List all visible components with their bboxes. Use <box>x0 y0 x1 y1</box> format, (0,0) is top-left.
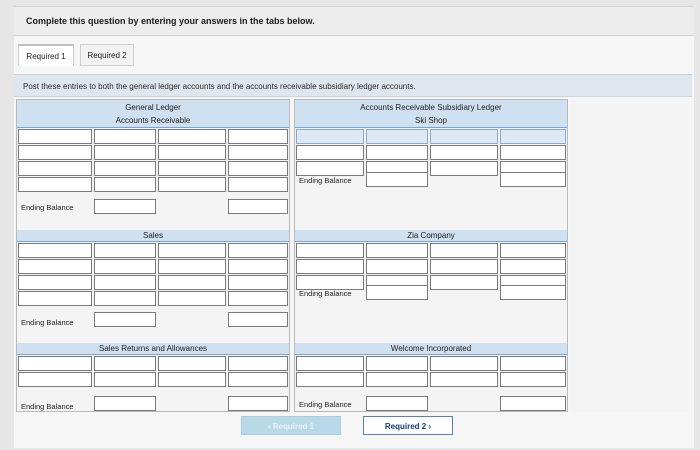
credit-cell[interactable] <box>430 372 498 387</box>
ending-balance-cell[interactable] <box>94 312 156 327</box>
question-title: Complete this question by entering your answers in the tabs below. <box>26 16 315 26</box>
credit-cell[interactable] <box>430 145 498 160</box>
debit-cell[interactable] <box>366 145 428 160</box>
ending-balance-label: Ending Balance <box>299 289 352 298</box>
date-cell[interactable] <box>18 372 92 387</box>
amount-cell[interactable] <box>228 145 288 160</box>
date-cell[interactable] <box>296 145 364 160</box>
instructions-text: Post these entries to both the general ledger accounts and the accounts receivable subsidiary ledger accounts. <box>23 82 416 91</box>
amount-cell[interactable] <box>500 356 566 371</box>
subsidiary-ledger-panel <box>294 99 568 412</box>
ending-balance-label: Ending Balance <box>21 318 74 327</box>
debit-cell[interactable] <box>366 129 428 144</box>
credit-cell[interactable] <box>430 243 498 258</box>
date-cell[interactable] <box>18 275 92 290</box>
general-ledger-panel <box>16 99 290 412</box>
debit-cell[interactable] <box>94 243 156 258</box>
credit-cell[interactable] <box>430 275 498 290</box>
tab-required-1[interactable]: Required 1 <box>18 44 74 66</box>
date-cell[interactable] <box>18 259 92 274</box>
date-cell[interactable] <box>18 356 92 371</box>
amount-cell[interactable] <box>500 145 566 160</box>
next-tab-button[interactable]: Required 2 › <box>363 416 453 435</box>
date-cell[interactable] <box>296 372 364 387</box>
question-header <box>14 6 694 36</box>
tab-required-2[interactable]: Required 2 <box>80 44 134 66</box>
right-margin-area <box>570 99 689 412</box>
date-cell[interactable] <box>18 161 92 176</box>
date-cell[interactable] <box>18 291 92 306</box>
general-ledger-title: General Ledger <box>125 103 181 112</box>
debit-cell[interactable] <box>94 259 156 274</box>
amount-cell[interactable] <box>500 259 566 274</box>
ending-balance-cell[interactable] <box>500 285 566 300</box>
ending-balance-cell[interactable] <box>228 199 288 214</box>
credit-cell[interactable] <box>158 243 226 258</box>
date-cell[interactable] <box>18 243 92 258</box>
debit-cell[interactable] <box>94 177 156 192</box>
account-name-sales: Sales <box>142 231 163 240</box>
date-cell[interactable] <box>296 129 364 144</box>
account-header-sales <box>17 230 289 242</box>
date-cell[interactable] <box>296 259 364 274</box>
credit-cell[interactable] <box>158 291 226 306</box>
debit-cell[interactable] <box>94 372 156 387</box>
amount-cell[interactable] <box>500 129 566 144</box>
ending-balance-cell[interactable] <box>94 199 156 214</box>
credit-cell[interactable] <box>158 145 226 160</box>
amount-cell[interactable] <box>228 161 288 176</box>
account-header-zia-company <box>295 230 567 242</box>
credit-cell[interactable] <box>158 259 226 274</box>
amount-cell[interactable] <box>228 356 288 371</box>
ending-balance-cell[interactable] <box>366 172 428 187</box>
credit-cell[interactable] <box>158 129 226 144</box>
account-name-ski-shop: Ski Shop <box>414 116 448 125</box>
amount-cell[interactable] <box>500 372 566 387</box>
account-name-welcome-incorporated: Welcome Incorporated <box>390 344 472 353</box>
credit-cell[interactable] <box>158 356 226 371</box>
previous-tab-button[interactable]: ‹ Required 1 <box>241 416 341 435</box>
amount-cell[interactable] <box>228 291 288 306</box>
debit-cell[interactable] <box>366 243 428 258</box>
account-name-accounts-receivable: Accounts Receivable <box>115 116 191 125</box>
debit-cell[interactable] <box>94 145 156 160</box>
credit-cell[interactable] <box>158 275 226 290</box>
credit-cell[interactable] <box>158 372 226 387</box>
amount-cell[interactable] <box>228 129 288 144</box>
account-header-sales-returns <box>17 343 289 355</box>
amount-cell[interactable] <box>228 259 288 274</box>
ending-balance-cell[interactable] <box>500 396 566 411</box>
ending-balance-label: Ending Balance <box>299 400 352 409</box>
ending-balance-cell[interactable] <box>366 396 428 411</box>
debit-cell[interactable] <box>94 291 156 306</box>
amount-cell[interactable] <box>228 177 288 192</box>
debit-cell[interactable] <box>366 356 428 371</box>
ending-balance-cell[interactable] <box>228 396 288 411</box>
ending-balance-cell[interactable] <box>500 172 566 187</box>
debit-cell[interactable] <box>366 372 428 387</box>
ending-balance-cell[interactable] <box>228 312 288 327</box>
credit-cell[interactable] <box>430 259 498 274</box>
date-cell[interactable] <box>296 356 364 371</box>
debit-cell[interactable] <box>94 161 156 176</box>
date-cell[interactable] <box>296 161 364 176</box>
debit-cell[interactable] <box>94 129 156 144</box>
subsidiary-ledger-header <box>295 100 567 128</box>
ending-balance-label: Ending Balance <box>299 176 352 185</box>
amount-cell[interactable] <box>228 275 288 290</box>
credit-cell[interactable] <box>430 129 498 144</box>
date-cell[interactable] <box>18 177 92 192</box>
credit-cell[interactable] <box>430 356 498 371</box>
account-name-sales-returns: Sales Returns and Allowances <box>98 344 208 353</box>
subsidiary-ledger-title: Accounts Receivable Subsidiary Ledger <box>360 103 502 112</box>
date-cell[interactable] <box>296 275 364 290</box>
instructions-bar <box>14 74 692 97</box>
ending-balance-label: Ending Balance <box>21 203 74 212</box>
credit-cell[interactable] <box>158 161 226 176</box>
amount-cell[interactable] <box>228 243 288 258</box>
credit-cell[interactable] <box>158 177 226 192</box>
date-cell[interactable] <box>296 243 364 258</box>
date-cell[interactable] <box>18 145 92 160</box>
account-name-zia-company: Zia Company <box>407 231 455 240</box>
credit-cell[interactable] <box>430 161 498 176</box>
date-cell[interactable] <box>18 129 92 144</box>
amount-cell[interactable] <box>228 372 288 387</box>
general-ledger-header <box>17 100 289 128</box>
debit-cell[interactable] <box>94 275 156 290</box>
debit-cell[interactable] <box>94 356 156 371</box>
account-header-welcome-incorporated <box>295 343 567 355</box>
ending-balance-label: Ending Balance <box>21 402 74 411</box>
ending-balance-cell[interactable] <box>94 396 156 411</box>
amount-cell[interactable] <box>500 243 566 258</box>
ending-balance-cell[interactable] <box>366 285 428 300</box>
debit-cell[interactable] <box>366 259 428 274</box>
